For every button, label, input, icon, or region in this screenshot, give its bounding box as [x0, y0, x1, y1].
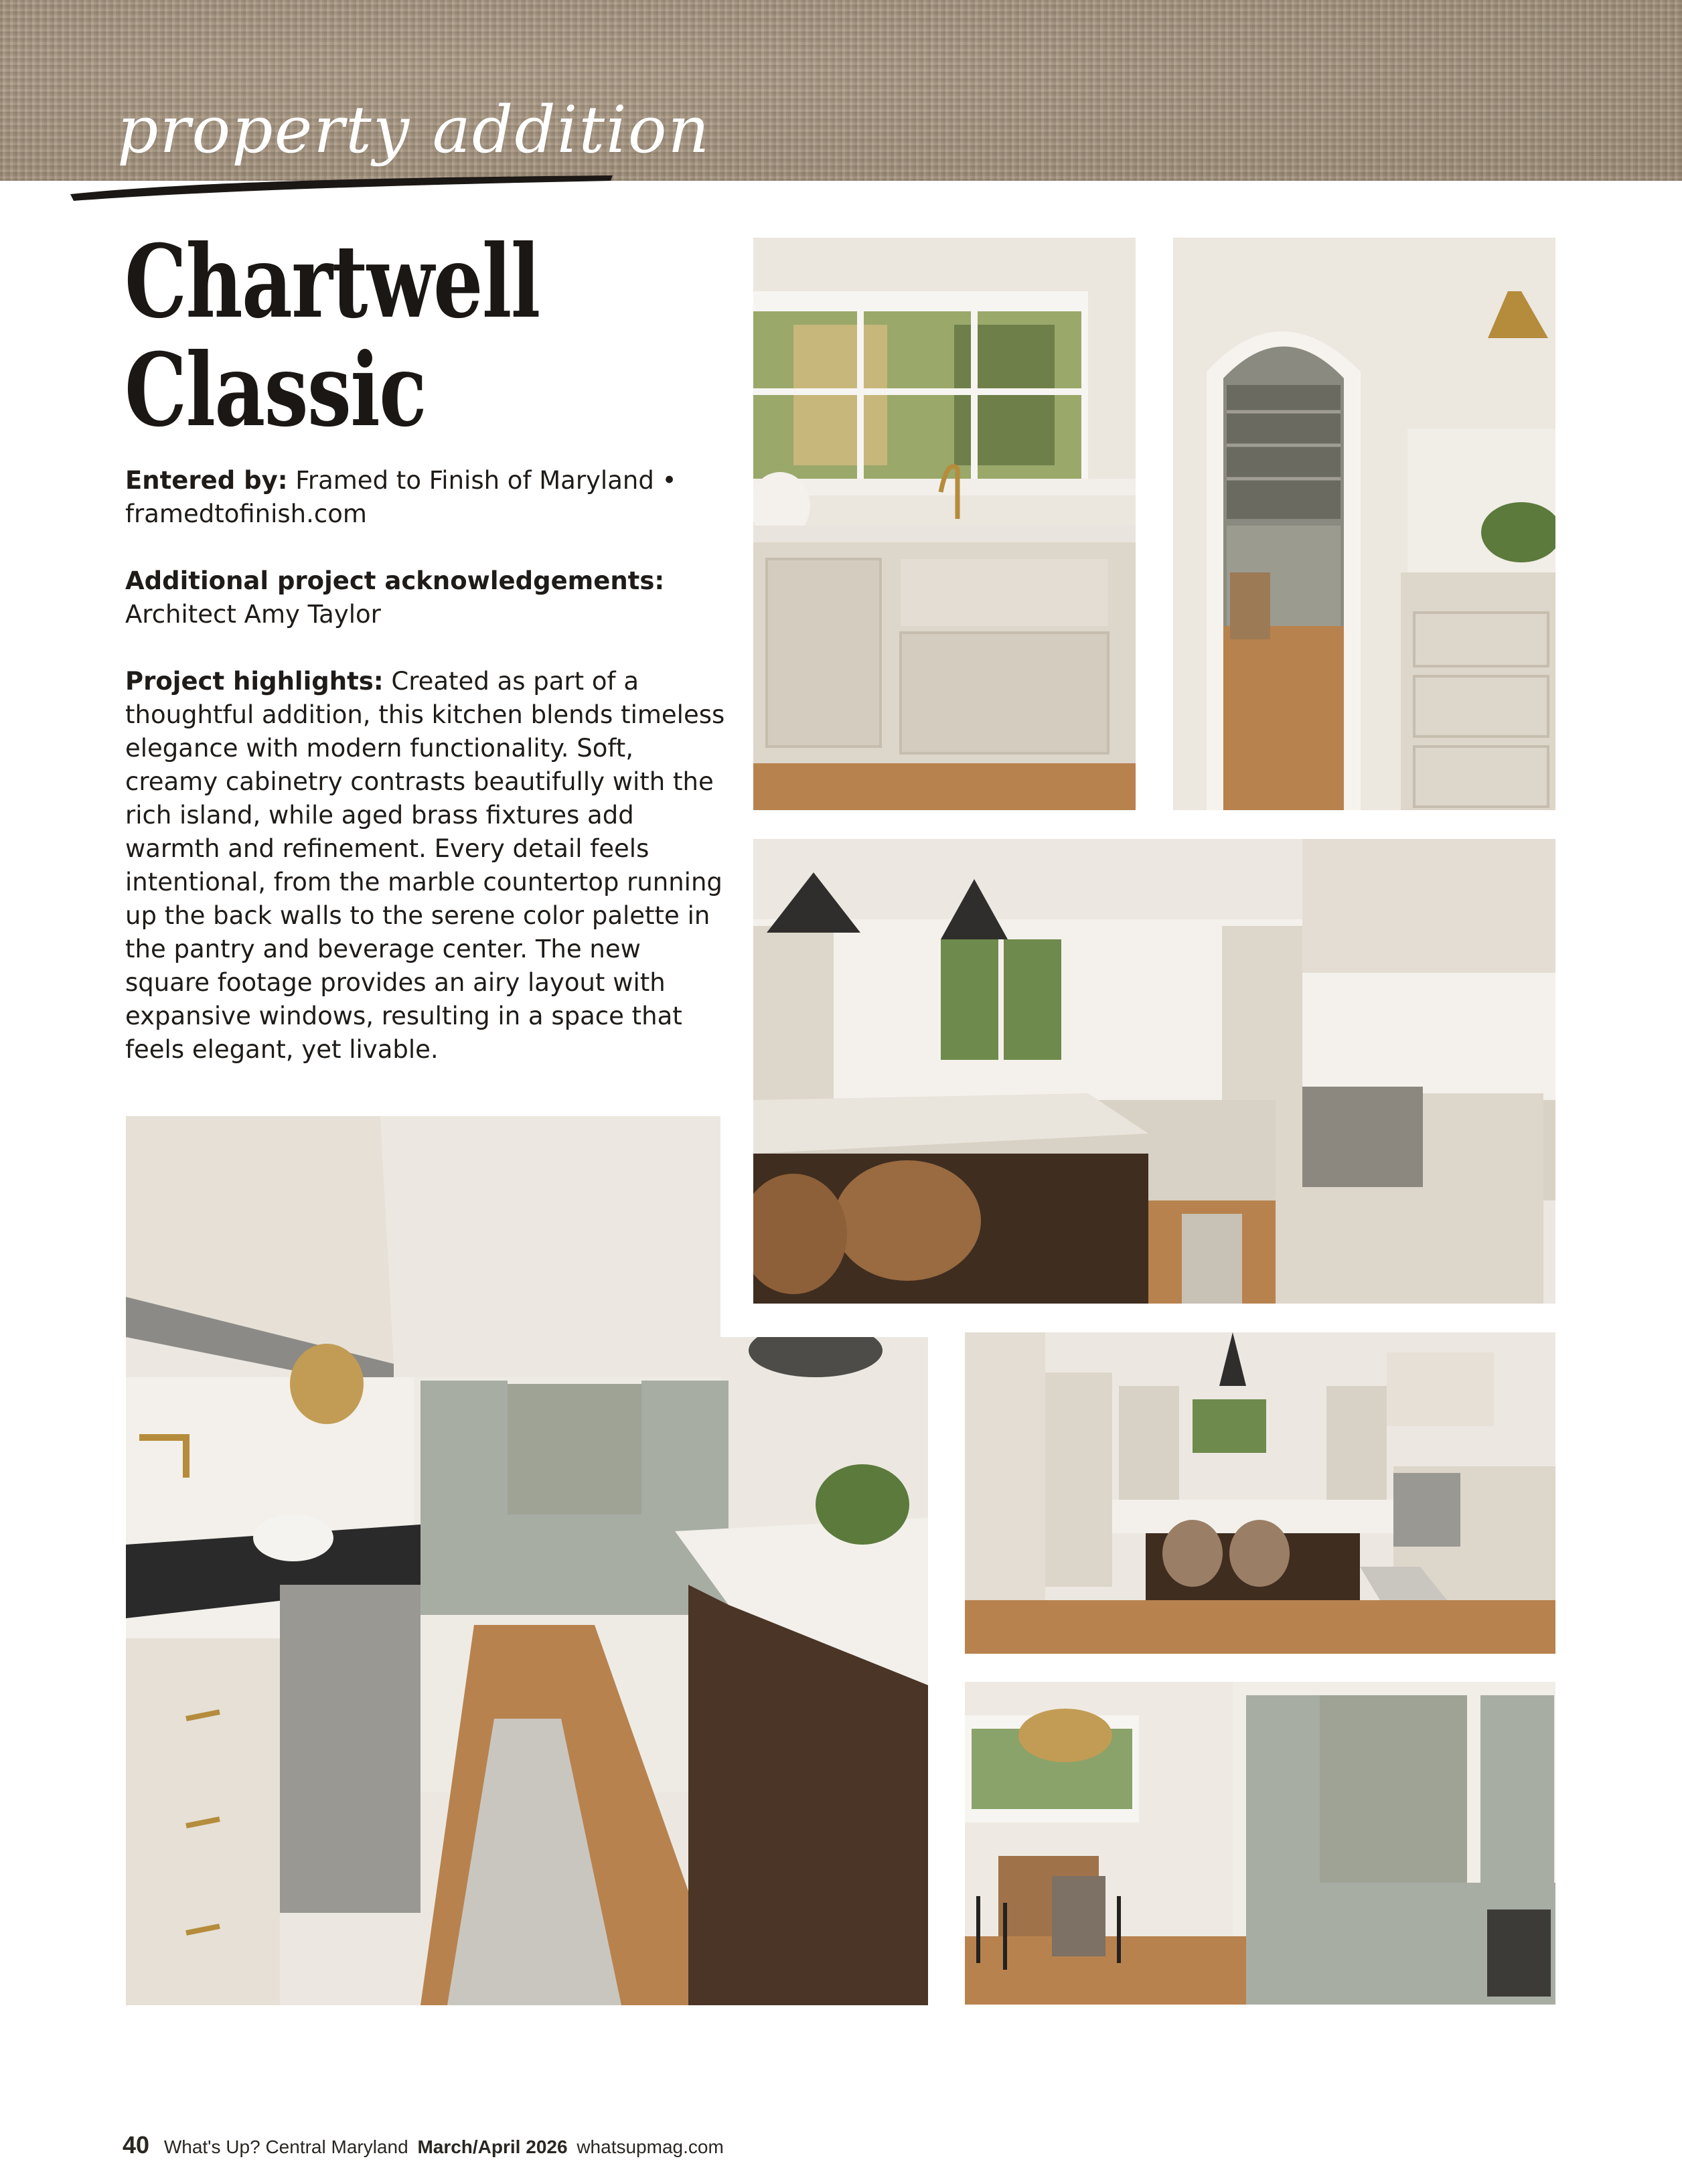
issue-date: March/April 2026 — [417, 2136, 568, 2157]
website: whatsupmag.com — [577, 2136, 724, 2157]
ack-label: Additional project acknowledgements: — [125, 566, 665, 595]
photo-range-island-large — [126, 1116, 928, 2005]
entered-by-label: Entered by: — [125, 466, 288, 495]
article-title — [125, 223, 605, 449]
article-body — [125, 464, 728, 1100]
acknowledgements — [125, 564, 728, 631]
highlights-label: Project highlights: — [125, 667, 384, 696]
page-footer — [123, 2131, 724, 2159]
ack-value: Architect Amy Taylor — [125, 600, 381, 629]
entered-by-value: Framed to Finish of Maryland • framedtofinish.com — [125, 466, 677, 528]
title-line-1: Chartwell — [125, 223, 540, 341]
photo-sink-window — [753, 238, 1136, 810]
highlights-value: Created as part of a thoughtful addition, this kitchen blends timeless elegance with modern functionality. Soft, creamy cabinetry contrasts beautifully with the rich island, while aged brass fixtures add warmth and refinement. Every detail feels intentional, from the marble countertop running up the back walls to the serene color palette in the pantry and beverage center. The new square footage provides an airy layout with expansive windows, resulting in a space that feels elegant, yet livable. — [125, 667, 725, 1064]
publication-name: What's Up? Central Maryland — [163, 2136, 408, 2157]
title-line-2: Classic — [125, 331, 426, 449]
section-label: property addition — [117, 92, 711, 167]
entered-by — [125, 464, 728, 531]
page-number: 40 — [123, 2131, 150, 2159]
swoosh-underline — [67, 167, 616, 208]
highlights — [125, 665, 728, 1067]
photo-wide-kitchen — [965, 1332, 1555, 1654]
photo-beverage-center — [965, 1682, 1555, 2005]
photo-pantry-archway — [1173, 238, 1555, 810]
